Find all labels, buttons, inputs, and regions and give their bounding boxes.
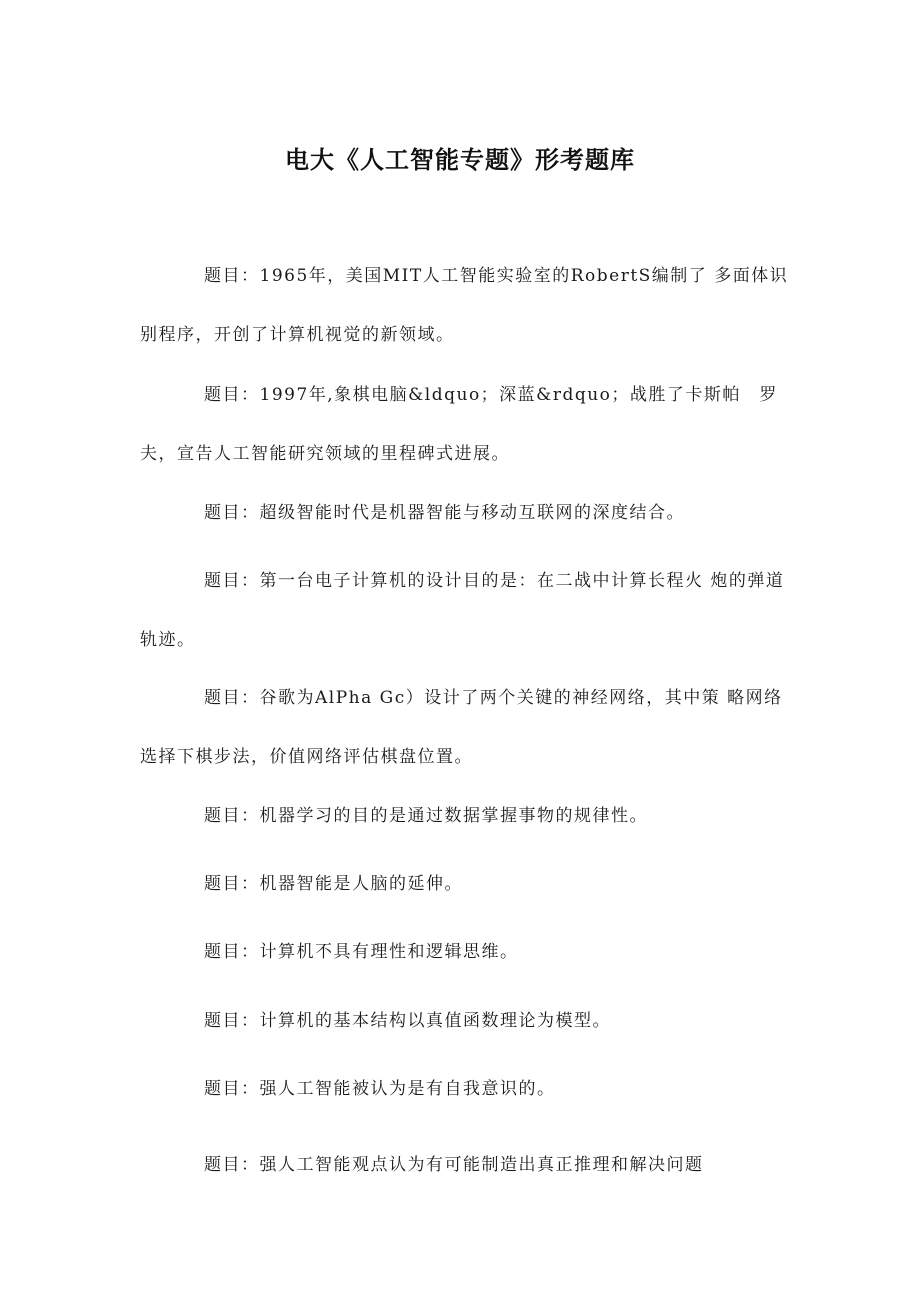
document-title: 电大《人工智能专题》形考题库 — [285, 146, 635, 175]
question-paragraph-4: 题目：第一台电子计算机的设计目的是：在二战中计算长程火 炮的弹道轨迹。 — [140, 571, 785, 650]
question-paragraph-5: 题目：谷歌为AlPha Gc）设计了两个关键的神经网络，其中策 略网络选择下棋步法，价值网络评估棋盘位置。 — [140, 688, 783, 767]
question-paragraph-7: 题目：机器智能是人脑的延伸。 — [204, 874, 463, 894]
question-paragraph-6: 题目：机器学习的目的是通过数据掌握事物的规律性。 — [204, 806, 648, 826]
question-paragraph-1: 题目：1965年，美国MIT人工智能实验室的RobertS编制了 多面体识别程序，开创了计算机视觉的新领域。 — [140, 266, 789, 345]
question-paragraph-10: 题目：强人工智能被认为是有自我意识的。 — [204, 1079, 556, 1099]
question-paragraph-2: 题目：1997年,象棋电脑&ldquo；深蓝&rdquo；战胜了卡斯帕 罗夫，宣告人工智能研究领域的里程碑式进展。 — [140, 385, 778, 464]
question-paragraph-11: 题目：强人工智能观点认为有可能制造出真正推理和解决问题 — [204, 1155, 704, 1175]
question-paragraph-9: 题目：计算机的基本结构以真值函数理论为模型。 — [204, 1011, 611, 1031]
question-paragraph-8: 题目：计算机不具有理性和逻辑思维。 — [204, 942, 519, 962]
question-paragraph-3: 题目：超级智能时代是机器智能与移动互联网的深度结合。 — [204, 503, 685, 523]
